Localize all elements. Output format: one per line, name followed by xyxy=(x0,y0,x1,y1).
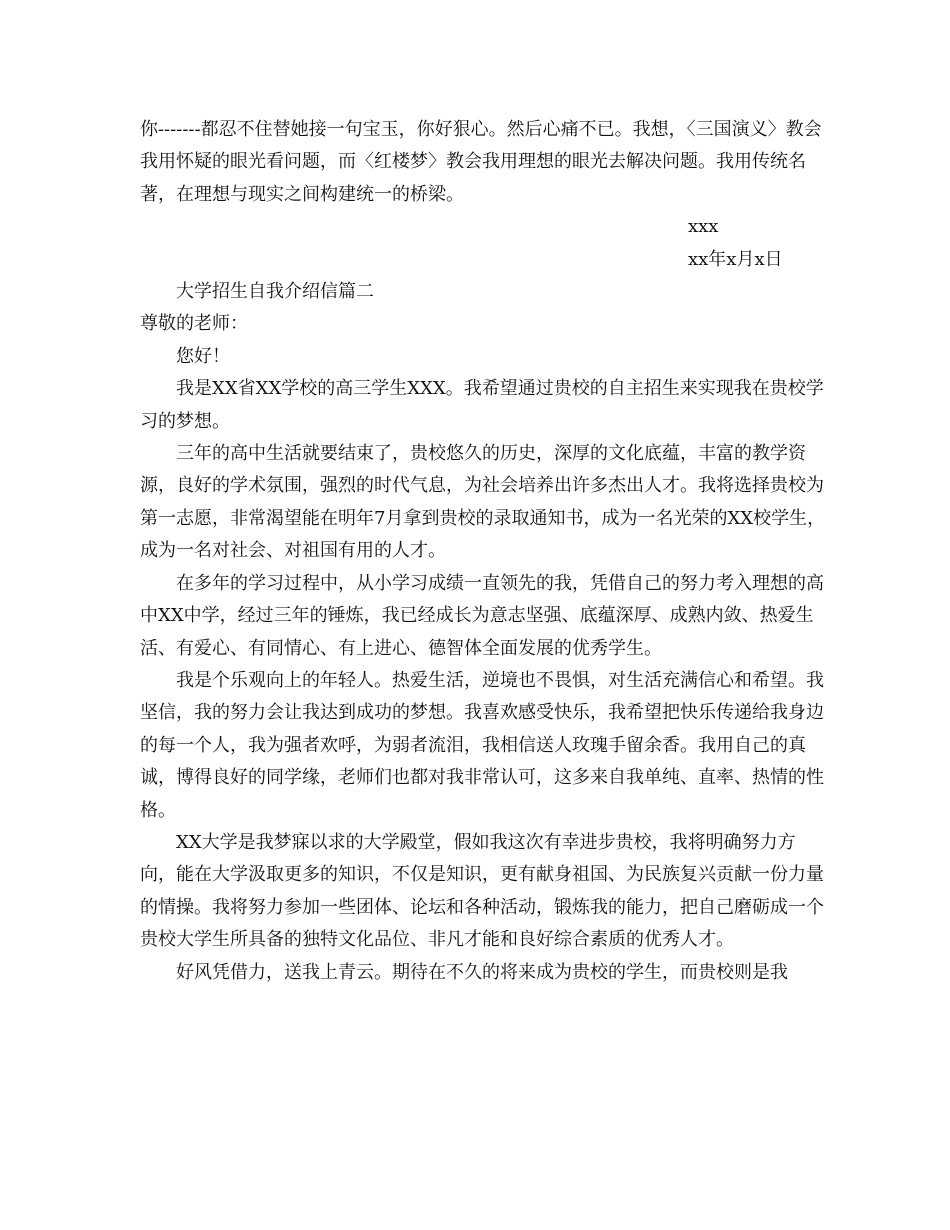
greeting: 您好！ xyxy=(176,345,230,367)
body-paragraph: 三年的高中生活就要结束了，贵校悠久的历史，深厚的文化底蕴，丰富的教学资源，良好的学术氛围，强烈的时代气息，为社会培养出许多杰出人才。我将选择贵校为第一志愿，非常渴望能在明年7月拿到贵校的录取通知书，成为一名光荣的XX校学生，成为一名对社会、对祖国有用的人才。 xyxy=(140,443,826,562)
body-paragraph: 在多年的学习过程中，从小学习成绩一直领先的我，凭借自己的努力考入理想的高中XX中学，经过三年的锤炼，我已经成长为意志坚强、底蕴深厚、成熟内敛、热爱生活、有爱心、有同情心、有上进心、德智体全面发展的优秀学生。 xyxy=(140,572,824,659)
signature-date: xx年x月x日 xyxy=(688,248,783,270)
signature-name: xxx xyxy=(688,216,719,238)
body-paragraph: 我是XX省XX学校的高三学生XXX。我希望通过贵校的自主招生来实现我在贵校学习的梦想。 xyxy=(140,378,824,432)
section-title: 大学招生自我介绍信篇二 xyxy=(176,281,374,303)
salutation: 尊敬的老师： xyxy=(140,313,248,335)
body-paragraph: XX大学是我梦寐以求的大学殿堂，假如我这次有幸进步贵校，我将明确努力方向，能在大学汲取更多的知识，不仅是知识，更有献身祖国、为民族复兴贡献一份力量的情操。我将努力参加一些团体、论坛和各种活动，锻炼我的能力，把自己磨砺成一个贵校大学生所具备的独特文化品位、非凡才能和良好综合素质的优秀人才。 xyxy=(140,831,824,951)
continued-paragraph: 你-------都忍不住替她接一句宝玉，你好狠心。然后心痛不已。我想，〈三国演义〉教会我用怀疑的眼光看问题，而〈红楼梦〉教会我用理想的眼光去解决问题。我用传统名著，在理想与现实之间构建统一的桥梁。 xyxy=(140,119,822,205)
body-paragraph: 好风凭借力，送我上青云。期待在不久的将来成为贵校的学生，而贵校则是我 xyxy=(176,961,788,983)
body-paragraph: 我是个乐观向上的年轻人。热爱生活，逆境也不畏惧，对生活充满信心和希望。我坚信，我的努力会让我达到成功的梦想。我喜欢感受快乐，我希望把快乐传递给我身边的每一个人，我为强者欢呼，为弱者流泪，我相信送人玫瑰手留余香。我用自己的真诚，博得良好的同学缘，老师们也都对我非常认可，这多来自我单纯、直率、热情的性格。 xyxy=(140,669,824,821)
document-body xyxy=(140,114,830,989)
